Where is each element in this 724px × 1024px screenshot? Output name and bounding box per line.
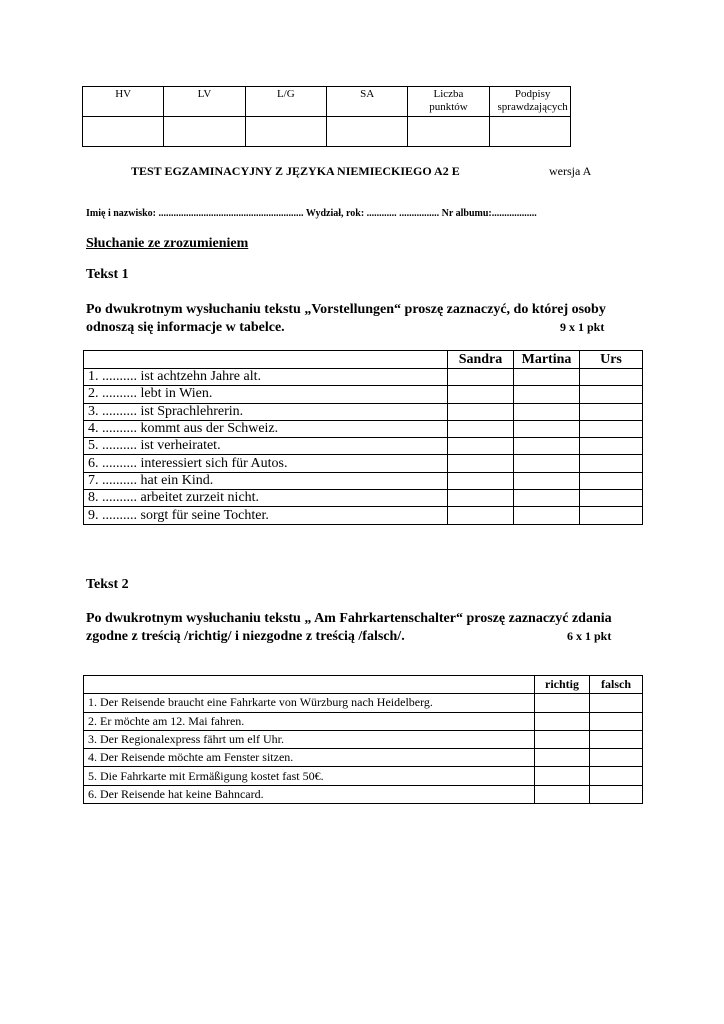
text1-answer-cell-sandra[interactable] bbox=[448, 507, 514, 524]
text2-statement: 2. Er möchte am 12. Mai fahren. bbox=[84, 712, 535, 730]
text1-points: 9 x 1 pkt bbox=[560, 320, 605, 334]
text1-instruction-line2: odnoszą się informacje w tabelce. bbox=[86, 320, 285, 335]
text1-heading: Tekst 1 bbox=[86, 267, 129, 282]
text1-answer-cell-martina[interactable] bbox=[514, 472, 580, 489]
text2-answer-cell-richtig[interactable] bbox=[535, 749, 590, 767]
student-info-line: Imię i nazwisko: .......................................................... Wydział, rok: ............ ................ Nr albumu:.................. bbox=[86, 208, 537, 219]
text2-row bbox=[84, 767, 643, 785]
text2-statement: 4. Der Reisende möchte am Fenster sitzen. bbox=[84, 749, 535, 767]
text1-answer-cell-sandra[interactable] bbox=[448, 438, 514, 455]
text1-answer-cell-martina[interactable] bbox=[514, 438, 580, 455]
text2-header-richtig: richtig bbox=[535, 676, 590, 694]
grading-cell-hv[interactable] bbox=[83, 117, 164, 147]
text1-statement: 7. .......... hat ein Kind. bbox=[84, 472, 448, 489]
text1-answer-cell-martina[interactable] bbox=[514, 369, 580, 386]
test-title: TEST EGZAMINACYJNY Z JĘZYKA NIEMIECKIEGO A2 E bbox=[131, 164, 460, 178]
text2-answer-cell-falsch[interactable] bbox=[590, 785, 643, 803]
text1-answer-cell-urs[interactable] bbox=[580, 455, 643, 472]
grading-header-points bbox=[408, 87, 489, 117]
text2-answer-cell-richtig[interactable] bbox=[535, 767, 590, 785]
text1-answer-cell-martina[interactable] bbox=[514, 403, 580, 420]
text1-header-blank bbox=[84, 351, 448, 369]
text2-header-falsch: falsch bbox=[590, 676, 643, 694]
grading-header-lg: L/G bbox=[245, 87, 326, 117]
text2-header-blank bbox=[84, 676, 535, 694]
text2-instruction-line2: zgodne z treścią /richtig/ i niezgodne z treścią /falsch/. bbox=[86, 629, 405, 644]
text1-answer-cell-urs[interactable] bbox=[580, 438, 643, 455]
text1-row bbox=[84, 490, 643, 507]
text1-answer-cell-sandra[interactable] bbox=[448, 420, 514, 437]
text1-answer-table bbox=[83, 350, 643, 525]
text1-answer-cell-sandra[interactable] bbox=[448, 490, 514, 507]
text1-row bbox=[84, 386, 643, 403]
text1-answer-cell-urs[interactable] bbox=[580, 403, 643, 420]
text2-answer-cell-falsch[interactable] bbox=[590, 694, 643, 712]
text1-statement: 4. .......... kommt aus der Schweiz. bbox=[84, 420, 448, 437]
text1-header-martina: Martina bbox=[514, 351, 580, 369]
text1-statement: 9. .......... sorgt für seine Tochter. bbox=[84, 507, 448, 524]
text1-answer-cell-urs[interactable] bbox=[580, 420, 643, 437]
grading-header-sa: SA bbox=[326, 87, 407, 117]
text1-answer-cell-sandra[interactable] bbox=[448, 472, 514, 489]
text1-row bbox=[84, 438, 643, 455]
text1-instruction-line1: Po dwukrotnym wysłuchaniu tekstu „Vorstellungen“ proszę zaznaczyć, do której osoby bbox=[86, 302, 606, 317]
text1-row bbox=[84, 420, 643, 437]
grading-cell-points[interactable] bbox=[408, 117, 489, 147]
text2-answer-cell-falsch[interactable] bbox=[590, 712, 643, 730]
text2-answer-cell-richtig[interactable] bbox=[535, 712, 590, 730]
text2-answer-cell-falsch[interactable] bbox=[590, 767, 643, 785]
text2-answer-cell-falsch[interactable] bbox=[590, 749, 643, 767]
text1-row bbox=[84, 403, 643, 420]
text1-statement: 1. .......... ist achtzehn Jahre alt. bbox=[84, 369, 448, 386]
text2-row bbox=[84, 785, 643, 803]
text1-statement: 5. .......... ist verheiratet. bbox=[84, 438, 448, 455]
text1-answer-cell-sandra[interactable] bbox=[448, 386, 514, 403]
text2-instruction-line1: Po dwukrotnym wysłuchaniu tekstu „ Am Fahrkartenschalter“ proszę zaznaczyć zdania bbox=[86, 611, 612, 626]
text2-statement: 3. Der Regionalexpress fährt um elf Uhr. bbox=[84, 730, 535, 748]
text2-statement: 5. Die Fahrkarte mit Ermäßigung kostet fast 50€. bbox=[84, 767, 535, 785]
grading-header-hv: HV bbox=[83, 87, 164, 117]
text2-row bbox=[84, 712, 643, 730]
grading-cell-lv[interactable] bbox=[164, 117, 245, 147]
text2-answer-table bbox=[83, 675, 643, 804]
text1-answer-cell-urs[interactable] bbox=[580, 369, 643, 386]
text2-statement: 6. Der Reisende hat keine Bahncard. bbox=[84, 785, 535, 803]
text1-answer-cell-urs[interactable] bbox=[580, 507, 643, 524]
test-version: wersja A bbox=[549, 164, 592, 178]
section-heading: Słuchanie ze zrozumieniem bbox=[86, 236, 249, 251]
text2-answer-cell-richtig[interactable] bbox=[535, 730, 590, 748]
text1-header-urs: Urs bbox=[580, 351, 643, 369]
text2-statement: 1. Der Reisende braucht eine Fahrkarte von Würzburg nach Heidelberg. bbox=[84, 694, 535, 712]
text2-heading: Tekst 2 bbox=[86, 577, 129, 592]
grading-header-points-label: Liczba punktów bbox=[429, 88, 468, 113]
text1-answer-cell-sandra[interactable] bbox=[448, 403, 514, 420]
text1-answer-cell-sandra[interactable] bbox=[448, 455, 514, 472]
text1-row bbox=[84, 369, 643, 386]
text2-answer-cell-richtig[interactable] bbox=[535, 785, 590, 803]
text1-answer-cell-martina[interactable] bbox=[514, 490, 580, 507]
grading-header-signatures-label: Podpisy sprawdzających bbox=[497, 88, 568, 113]
text1-row bbox=[84, 507, 643, 524]
text2-answer-cell-falsch[interactable] bbox=[590, 730, 643, 748]
text2-points: 6 x 1 pkt bbox=[567, 629, 612, 643]
text1-answer-cell-martina[interactable] bbox=[514, 455, 580, 472]
text1-answer-cell-urs[interactable] bbox=[580, 386, 643, 403]
text1-answer-cell-urs[interactable] bbox=[580, 472, 643, 489]
grading-header-signatures bbox=[489, 87, 570, 117]
text1-answer-cell-sandra[interactable] bbox=[448, 369, 514, 386]
text1-answer-cell-martina[interactable] bbox=[514, 507, 580, 524]
text1-answer-cell-martina[interactable] bbox=[514, 386, 580, 403]
grading-header-lv: LV bbox=[164, 87, 245, 117]
text1-answer-cell-martina[interactable] bbox=[514, 420, 580, 437]
text2-row bbox=[84, 694, 643, 712]
grading-cell-sa[interactable] bbox=[326, 117, 407, 147]
text1-statement: 8. .......... arbeitet zurzeit nicht. bbox=[84, 490, 448, 507]
text1-statement: 6. .......... interessiert sich für Autos. bbox=[84, 455, 448, 472]
text1-row bbox=[84, 455, 643, 472]
text2-row bbox=[84, 749, 643, 767]
text2-row bbox=[84, 730, 643, 748]
text2-answer-cell-richtig[interactable] bbox=[535, 694, 590, 712]
grading-cell-signatures[interactable] bbox=[489, 117, 570, 147]
text1-statement: 2. .......... lebt in Wien. bbox=[84, 386, 448, 403]
grading-cell-lg[interactable] bbox=[245, 117, 326, 147]
text1-answer-cell-urs[interactable] bbox=[580, 490, 643, 507]
text1-row bbox=[84, 472, 643, 489]
text1-header-sandra: Sandra bbox=[448, 351, 514, 369]
text1-statement: 3. .......... ist Sprachlehrerin. bbox=[84, 403, 448, 420]
grading-table bbox=[82, 86, 571, 147]
